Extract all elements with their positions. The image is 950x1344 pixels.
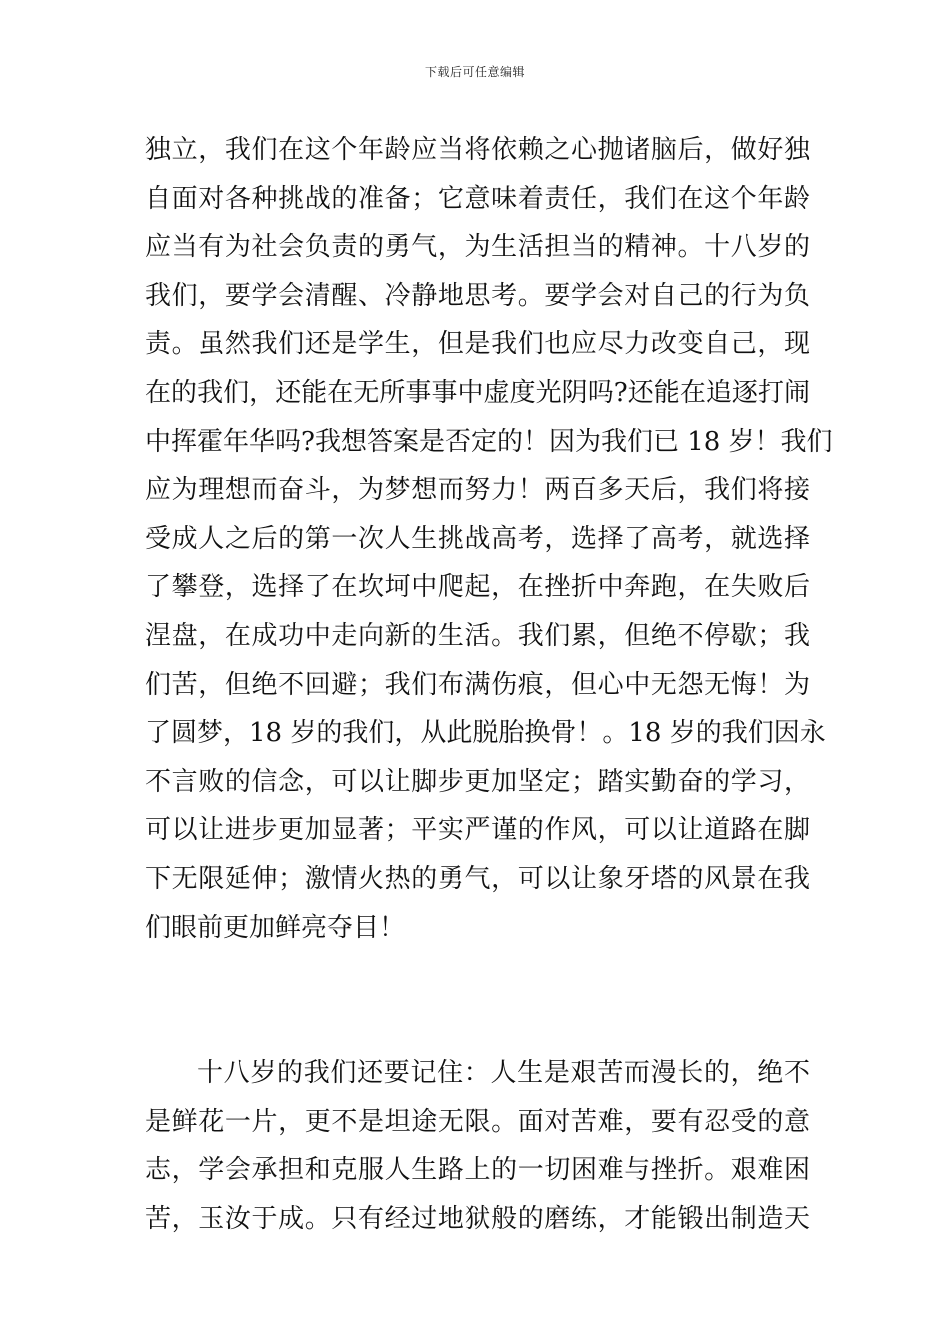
text-line: 中挥霍年华吗?我想答案是否定的！因为我们已 18 岁！我们 <box>145 426 833 457</box>
text-line: 了圆梦，18 岁的我们，从此脱胎换骨！。18 岁的我们因永 <box>145 718 826 749</box>
text-line: 自面对各种挑战的准备；它意味着责任，我们在这个年龄 <box>145 183 810 214</box>
text-line: 不言败的信念，可以让脚步更加坚定；踏实勤奋的学习， <box>145 766 810 797</box>
text-line: 受成人之后的第一次人生挑战高考，选择了高考，就选择 <box>145 523 810 554</box>
text-line: 责。虽然我们还是学生，但是我们也应尽力改变自己，现 <box>145 329 810 360</box>
text-line: 下无限延伸；激情火热的勇气，可以让象牙塔的风景在我 <box>145 863 810 894</box>
page-header: 下载后可任意编辑 <box>424 65 525 79</box>
text-line: 们眼前更加鲜亮夺目！ <box>145 912 406 943</box>
text-line: 是鲜花一片，更不是坦途无限。面对苦难，要有忍受的意 <box>145 1106 810 1137</box>
paragraph-2 <box>145 1049 810 1243</box>
text-line: 应当有为社会负责的勇气，为生活担当的精神。十八岁的 <box>145 232 810 263</box>
text-line: 志，学会承担和克服人生路上的一切困难与挫折。艰难困 <box>145 1155 810 1186</box>
paragraph-gap <box>145 952 810 1049</box>
body-text <box>145 126 833 1243</box>
text-line: 苦，玉汝于成。只有经过地狱般的磨练，才能锻出制造天 <box>145 1203 810 1234</box>
text-line: 们苦，但绝不回避；我们布满伤痕，但心中无怨无悔！为 <box>145 669 810 700</box>
text-line: 我们，要学会清醒、冷静地思考。要学会对自己的行为负 <box>145 280 810 311</box>
text-line: 涅盘，在成功中走向新的生活。我们累，但绝不停歇；我 <box>145 620 810 651</box>
text-line: 应为理想而奋斗，为梦想而努力！两百多天后，我们将接 <box>145 475 810 506</box>
text-line: 可以让进步更加显著；平实严谨的作风，可以让道路在脚 <box>145 815 810 846</box>
text-line: 独立，我们在这个年龄应当将依赖之心抛诸脑后，做好独 <box>145 135 810 165</box>
paragraph-1 <box>145 126 833 952</box>
text-line: 了攀登，选择了在坎坷中爬起，在挫折中奔跑，在失败后 <box>145 572 810 603</box>
text-line: 十八岁的我们还要记住：人生是艰苦而漫长的，绝不 <box>197 1058 810 1089</box>
text-line: 在的我们，还能在无所事事中虚度光阴吗?还能在追逐打闹 <box>145 377 810 408</box>
